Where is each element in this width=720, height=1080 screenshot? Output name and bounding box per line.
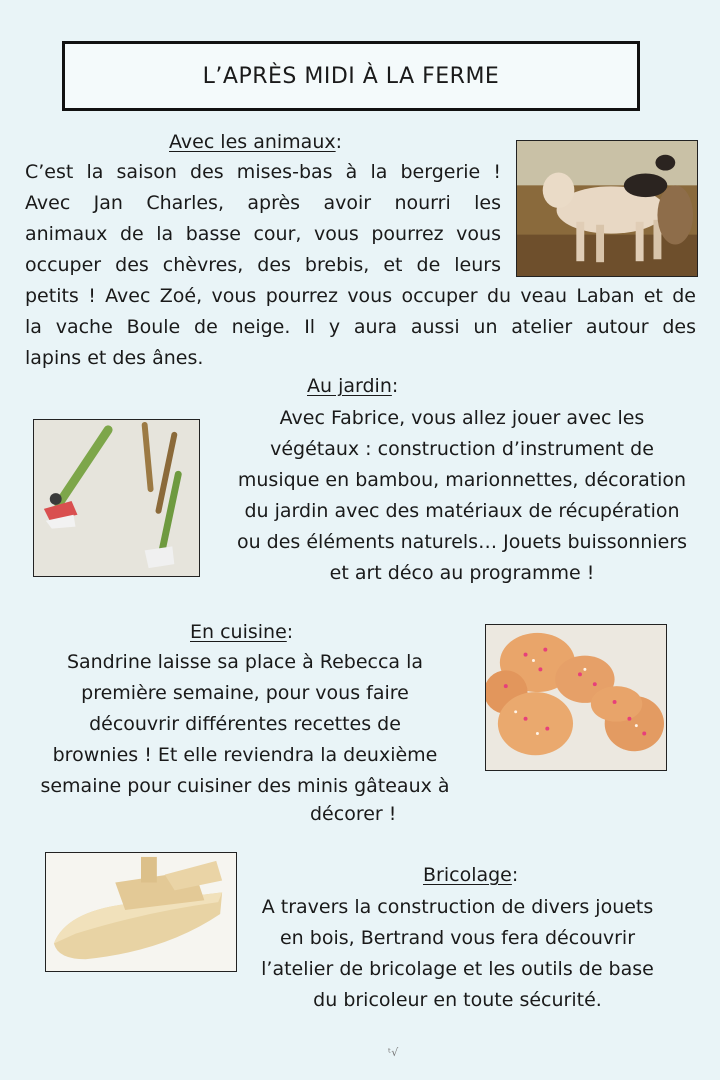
heading-colon: : xyxy=(335,131,343,153)
animaux-text-top: C’est la saison des mises-bas à la bergerie ! Avec Jan Charles, après avoir nourri les animaux de la basse cour, vous pourrez vous occuper des chèvres, des brebis, et de leurs xyxy=(25,161,501,276)
bamboo-puppets-photo xyxy=(33,419,200,577)
heading-colon: : xyxy=(511,864,519,886)
cuisine-text-last: décorer ! xyxy=(310,803,397,825)
heading-colon: : xyxy=(286,621,294,643)
animaux-text-bottom: petits ! Avec Zoé, vous pourrez vous occuper du veau Laban et de la vache Boule de neige. Il y aura aussi un atelier autour des lapins et des ânes. xyxy=(25,285,696,369)
heading-animaux: Avec les animaux: xyxy=(169,131,343,153)
page-title: L’APRÈS MIDI À LA FERME xyxy=(202,63,500,89)
heading-bricolage: Bricolage: xyxy=(423,864,519,886)
bricolage-text: A travers la construction de divers jouets en bois, Bertrand vous fera découvrir l’atelier de bricolage et les outils de base du bricoleur en toute sécurité. xyxy=(261,896,654,1011)
heading-cuisine: En cuisine: xyxy=(190,621,294,643)
cuisine-text: Sandrine laisse sa place à Rebecca la première semaine, pour vous faire découvrir différentes recettes de brownies ! Et elle reviendra la deuxième semaine pour cuisiner des minis gâteaux à xyxy=(40,651,450,797)
goats-photo xyxy=(516,140,698,277)
footer-mark: ᵗ√ xyxy=(388,1046,399,1059)
heading-jardin: Au jardin: xyxy=(307,375,399,397)
page-title-box xyxy=(62,41,640,111)
jardin-text: Avec Fabrice, vous allez jouer avec les végétaux : construction d’instrument de musique en bambou, marionnettes, décoration du jardin avec des matériaux de récupération ou des éléments naturels… Jouets buissonniers et art déco au programme ! xyxy=(236,407,688,584)
heading-colon: : xyxy=(391,375,399,397)
mini-cakes-photo xyxy=(485,624,667,771)
